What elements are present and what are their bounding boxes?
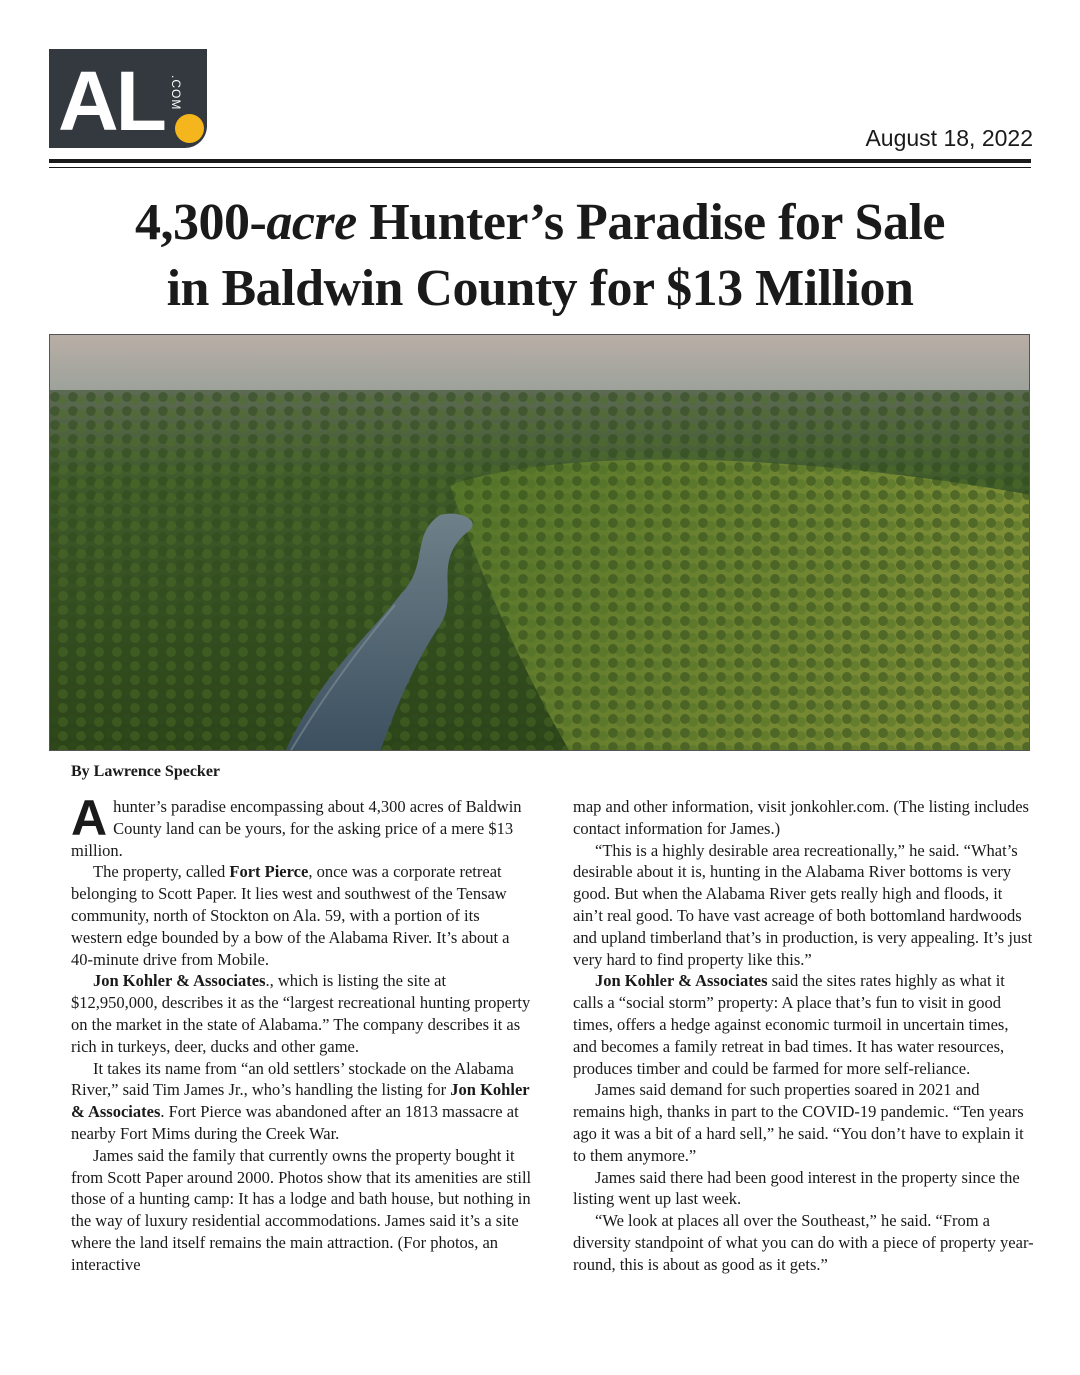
paragraph <box>71 970 533 1057</box>
paragraph <box>71 1145 533 1276</box>
bold-text: Jon Kohler & Associates <box>93 971 266 991</box>
article-column-right <box>573 796 1035 1276</box>
bold-text: Fort Pierce <box>229 862 309 882</box>
byline: By Lawrence Specker <box>71 763 221 780</box>
headline-line2: in Baldwin County for $13 Million <box>166 260 914 317</box>
article-headline <box>49 190 1031 322</box>
article-column-left <box>71 790 533 1276</box>
paragraph <box>573 1167 1035 1211</box>
paragraph-text: said the sites rates highly as what it calls a “social storm” property: A place that’s fun to visit in good times, offers a hedge against economic turmoil in uncertain times, and becomes a family retreat in bad times. It has water resources, produces timber and could be farmed for more self-reliance. <box>573 971 1009 1078</box>
paragraph-text: James said there had been good interest in the property since the listing went up last week. <box>573 1167 1020 1209</box>
header-rule-thick <box>49 159 1031 163</box>
headline-italic: acre <box>266 194 357 251</box>
paragraph-text: “This is a highly desirable area recreationally,” he said. “What’s desirable about it is, hunting in the Alabama River bottoms is very good. But when the Alabama River gets really high and floods, it ain’t real good. To have vast acreage of both bottomland hardwoods and upland timberland that’s in production, is very appealing. It’s just very hard to find property like this.” <box>573 840 1033 969</box>
drop-cap: A <box>71 790 108 846</box>
paragraph <box>71 861 533 970</box>
logo-text: AL <box>58 54 164 148</box>
bold-text: Jon Kohler & Associates <box>71 1080 530 1122</box>
paragraph <box>573 796 1035 840</box>
headline-part2: Hunter’s Paradise for Sale <box>356 194 945 251</box>
logo-com-text: .COM <box>169 75 183 111</box>
headline-part1: 4,300- <box>135 194 267 251</box>
paragraph <box>573 1079 1035 1166</box>
aerial-river-photo <box>49 334 1030 751</box>
bold-text: Jon Kohler & Associates <box>595 971 768 991</box>
paragraph-text: It takes its name from “an old settlers’ stockade on the Alabama River,” said Tim James Jr., who’s handling the listing for <box>71 1058 514 1100</box>
paragraph-text: James said demand for such properties soared in 2021 and remains high, thanks in part to the COVID-19 pandemic. “Ten years ago it was a bit of a hard sell,” he said. “You don’t have to explain it to them anymore.” <box>573 1080 1024 1165</box>
al-com-logo[interactable] <box>49 49 207 148</box>
paragraph-text: James said the family that currently owns the property bought it from Scott Paper around 2000. Photos show that its amenities are still those of a hunting camp: It has a lodge and bath house, but nothing in the way of luxury residential accommodations. James said it’s a site where the land itself remains the main attraction. (For photos, an interactive <box>71 1145 532 1274</box>
paragraph <box>573 1210 1035 1275</box>
paragraph-text: “We look at places all over the Southeast,” he said. “From a diversity standpoint of what you can do with a piece of property year-round, this is about as good as it gets.” <box>573 1211 1034 1274</box>
paragraph <box>573 840 1035 971</box>
publication-date: August 18, 2022 <box>865 125 1033 151</box>
paragraph <box>573 970 1035 1079</box>
paragraph-text: The property, called <box>93 862 230 882</box>
paragraph-text: . Fort Pierce was abandoned after an 1813 massacre at nearby Fort Mims during the Creek War. <box>71 1102 519 1143</box>
aerial-river-illustration <box>50 335 1030 751</box>
paragraph-text: map and other information, visit jonkohler.com. (The listing includes contact information for James.) <box>573 797 1029 838</box>
paragraph <box>71 1058 533 1145</box>
logo-dot-icon <box>175 114 204 143</box>
header-rule-thin <box>49 167 1031 168</box>
paragraph-text: ., which is listing the site at $12,950,000, describes it as the “largest recreational hunting property on the market in the state of Alabama.” The company describes it as rich in turkeys, deer, ducks and other game. <box>71 971 531 1056</box>
paragraph-text: hunter’s paradise encompassing about 4,300 acres of Baldwin County land can be yours, for the asking price of a mere $13 million. <box>71 797 522 860</box>
paragraph <box>71 790 533 861</box>
paragraph-text: , once was a corporate retreat belonging to Scott Paper. It lies west and southwest of the Tensaw community, north of Stockton on Ala. 59, with a portion of its western edge bounded by a bow of the Alabama River. It’s about a 40-minute drive from Mobile. <box>71 862 510 969</box>
